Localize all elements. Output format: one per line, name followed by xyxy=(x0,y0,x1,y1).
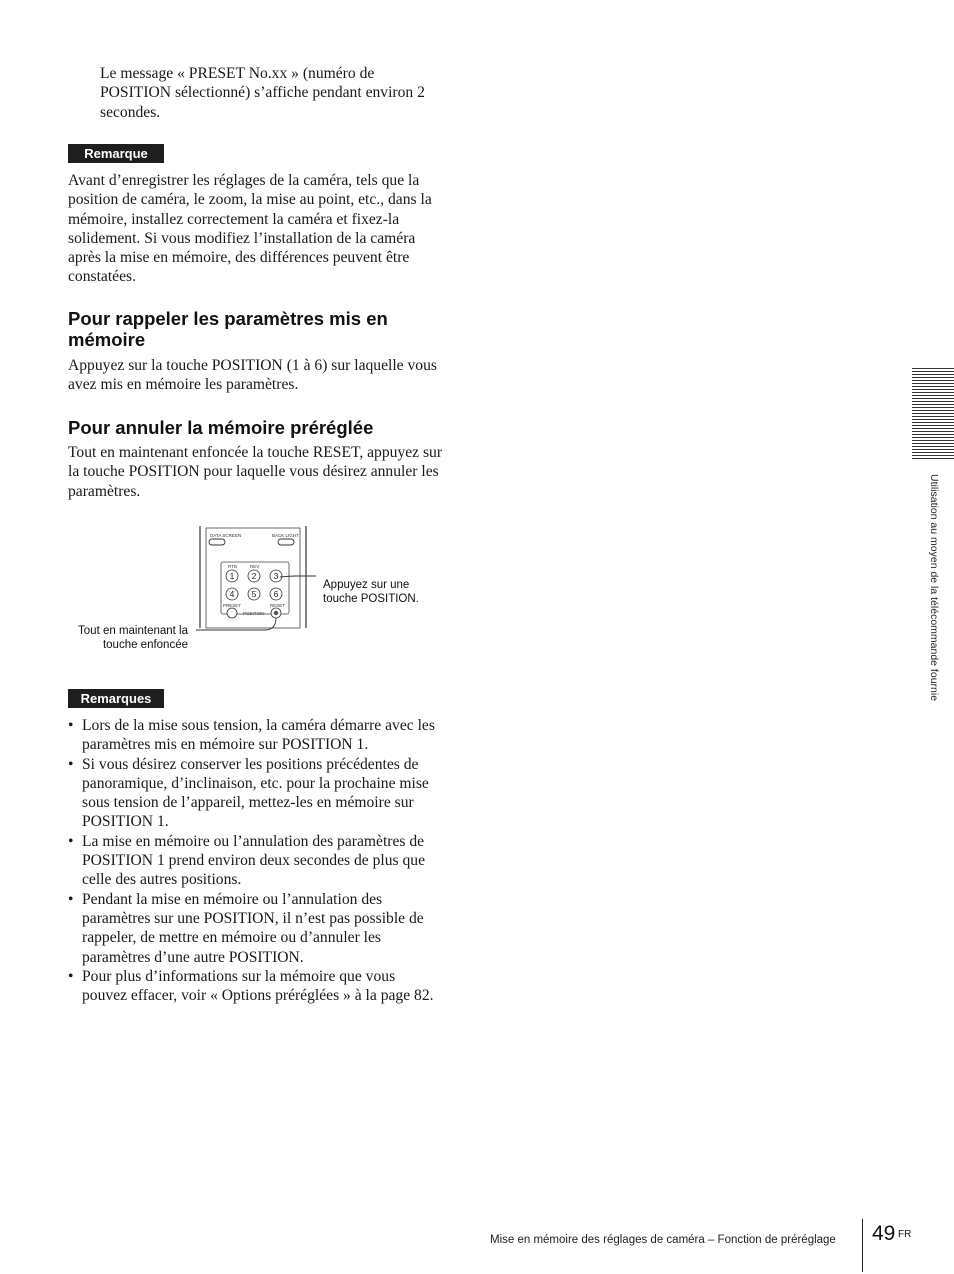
section-cancel-paragraph: Tout en maintenant enfoncée la touche RESET, appuyez sur la touche POSITION pour laquelle vous désirez annuler les paramètres. xyxy=(68,444,443,500)
chapter-title-vertical: Utilisation au moyen de la télécommande fournie xyxy=(928,474,940,702)
back-light-label: BACK LIGHT xyxy=(272,533,299,538)
section-recall-heading: Pour rappeler les paramètres mis en mémoire xyxy=(68,308,388,350)
footer-divider xyxy=(862,1219,863,1272)
page-language: FR xyxy=(898,1229,912,1240)
position-button-5-label: 5 xyxy=(251,589,257,599)
remarque-label: Remarque xyxy=(68,144,164,163)
remarques-label: Remarques xyxy=(68,689,164,708)
position-button-4-label: 4 xyxy=(229,589,235,599)
list-item: • Lors de la mise sous tension, la caméra démarre avec les paramètres mis en mémoire sur POSITION 1. xyxy=(68,716,444,755)
data-screen-button xyxy=(209,539,225,545)
preset-label: PRESET xyxy=(223,603,242,608)
position-button-2-label: 2 xyxy=(251,571,257,581)
section-recall-paragraph: Appuyez sur la touche POSITION (1 à 6) sur laquelle vous avez mis en mémoire les paramètres. xyxy=(68,357,437,394)
remote-control-illustration xyxy=(196,526,316,632)
rev-label: REV xyxy=(250,564,260,569)
list-item: • Pendant la mise en mémoire ou l’annulation des paramètres sur une POSITION, il n’est pas possible de rappeler, de mettre en mémoire ou d’annuler les paramètres d’une autre POSITION. xyxy=(68,890,444,967)
rtd-label: RTD xyxy=(228,564,238,569)
position-button-6-label: 6 xyxy=(273,589,279,599)
footer-section-title: Mise en mémoire des réglages de caméra – Fonction de préréglage xyxy=(490,1234,836,1246)
section-cancel-heading: Pour annuler la mémoire préréglée xyxy=(68,417,374,438)
reset-label: RESET xyxy=(270,603,286,608)
list-item: • Pour plus d’informations sur la mémoire que vous pouvez effacer, voir « Options préréglées » à la page 82. xyxy=(68,967,444,1006)
back-light-button xyxy=(278,539,294,545)
data-screen-label: DATA SCREEN xyxy=(210,533,242,538)
intro-paragraph: Le message « PRESET No.xx » (numéro de POSITION sélectionné) s’affiche pendant environ 2 secondes. xyxy=(100,65,425,121)
position-button-3-label: 3 xyxy=(273,571,279,581)
page-number: 49 xyxy=(872,1222,896,1245)
callout-hold-reset: Tout en maintenant la touche enfoncée xyxy=(78,625,188,651)
callout-press-position: Appuyez sur une touche POSITION. xyxy=(323,579,419,605)
position-button-1-label: 1 xyxy=(229,571,235,581)
reset-button-dot xyxy=(274,611,278,615)
list-item: • La mise en mémoire ou l’annulation des paramètres de POSITION 1 prend environ deux secondes de plus que celle des autres positions. xyxy=(68,832,444,890)
chapter-tab-marker xyxy=(912,368,954,460)
remarque-paragraph: Avant d’enregistrer les réglages de la caméra, tels que la position de caméra, le zoom, la mise au point, etc., dans la mémoire, installez correctement la caméra et fixez-la solidement. Si vous modifiez l’installation de la caméra après la mise en mémoire, des différences peuvent être constatées. xyxy=(68,172,432,286)
callout-line-position xyxy=(280,576,316,577)
preset-button xyxy=(227,608,237,618)
position-label: POSITION xyxy=(243,611,265,616)
remarques-list xyxy=(68,716,444,1005)
list-item: • Si vous désirez conserver les positions précédentes de panoramique, d’inclinaison, etc. pour la prochaine mise sous tension de l’appareil, mettez-les en mémoire sur POSITION 1. xyxy=(68,755,444,832)
